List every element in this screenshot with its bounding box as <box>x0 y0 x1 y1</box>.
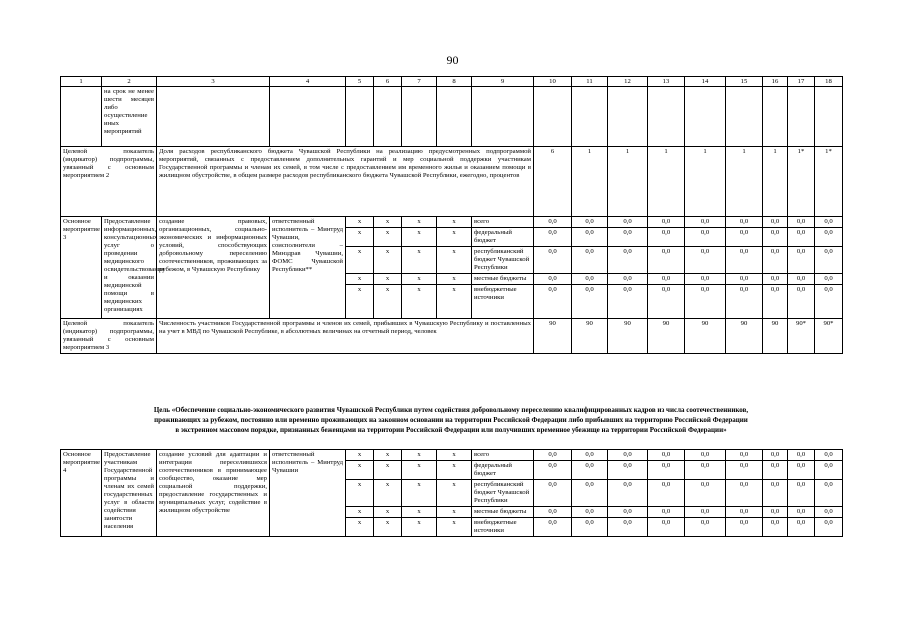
funding-value: 0,0 <box>572 461 608 480</box>
funding-value: 0,0 <box>815 480 843 507</box>
x-mark: x <box>402 461 437 480</box>
funding-row <box>61 450 843 461</box>
funding-source: федеральный бюджет <box>472 228 534 247</box>
funding-value: 0,0 <box>534 217 572 228</box>
x-mark: x <box>346 274 374 285</box>
funding-value: 0,0 <box>572 217 608 228</box>
funding-value: 0,0 <box>685 274 726 285</box>
program-goal-heading <box>70 405 832 435</box>
funding-value: 0,0 <box>534 461 572 480</box>
event-name: Предоставление информационных, консультационных услуг о проведении медицинского освидетельствования и оказании медицинской помощи в медицинских организациях <box>102 217 157 319</box>
indicator-value: 1 <box>763 147 788 217</box>
x-mark: x <box>437 285 472 319</box>
x-mark: x <box>437 507 472 518</box>
funding-value: 0,0 <box>608 507 648 518</box>
column-number: 15 <box>726 77 763 87</box>
funding-value: 0,0 <box>685 228 726 247</box>
indicator-value: 90* <box>788 319 815 354</box>
x-mark: x <box>437 480 472 507</box>
x-mark: x <box>402 247 437 274</box>
funding-value: 0,0 <box>815 450 843 461</box>
goal-line: проживающих за рубежом, постоянно или временно проживающих на законном основании на территории Российской Федерации либо прибывших на территорию Российской Федерации <box>154 416 748 424</box>
funding-value: 0,0 <box>763 274 788 285</box>
funding-value: 0,0 <box>685 217 726 228</box>
funding-value: 0,0 <box>572 285 608 319</box>
event-goal: создание правовых, организационных, социально-экономических и информационных условий, способствующих добровольному переселению соотечественников, проживающих за рубежом, в Чувашскую Республику <box>157 217 270 319</box>
funding-value: 0,0 <box>608 480 648 507</box>
funding-value: 0,0 <box>608 217 648 228</box>
column-number: 5 <box>346 77 374 87</box>
funding-value: 0,0 <box>763 285 788 319</box>
x-mark: x <box>402 217 437 228</box>
funding-value: 0,0 <box>572 480 608 507</box>
funding-value: 0,0 <box>608 285 648 319</box>
funding-value: 0,0 <box>648 217 685 228</box>
indicator-value: 90 <box>726 319 763 354</box>
funding-value: 0,0 <box>608 450 648 461</box>
event-executor: ответственный исполнитель – Минтруд Чувашии <box>270 450 346 537</box>
indicator-text: Численность участников Государственной программы и членов их семей, прибывших в Чувашскую Республику и поставленных на учет в МВД по Чувашской Республике, в абсолютных величинах на отчетный период, человек <box>157 319 534 354</box>
column-number: 11 <box>572 77 608 87</box>
funding-value: 0,0 <box>726 518 763 537</box>
funding-value: 0,0 <box>572 507 608 518</box>
funding-value: 0,0 <box>726 507 763 518</box>
funding-value: 0,0 <box>648 228 685 247</box>
indicator-value: 90 <box>763 319 788 354</box>
funding-value: 0,0 <box>648 461 685 480</box>
indicator-row <box>61 319 843 354</box>
column-number: 13 <box>648 77 685 87</box>
indicator-value: 90 <box>608 319 648 354</box>
x-mark: x <box>346 507 374 518</box>
x-mark: x <box>374 217 402 228</box>
funding-value: 0,0 <box>608 461 648 480</box>
indicator-value: 1 <box>685 147 726 217</box>
column-number-row <box>61 77 843 87</box>
funding-source: республиканский бюджет Чувашской Республики <box>472 247 534 274</box>
column-number: 14 <box>685 77 726 87</box>
goal-line: в экстренном массовом порядке, признанных беженцами на территории Российской Федерации или получивших временное убежище на территории Российской Федерации» <box>175 426 727 434</box>
funding-value: 0,0 <box>685 480 726 507</box>
column-number: 18 <box>815 77 843 87</box>
funding-value: 0,0 <box>534 450 572 461</box>
indicator-label: Целевой показатель (индикатор) подпрограммы, увязанный с основным мероприятием 3 <box>61 319 157 354</box>
funding-source: федеральный бюджет <box>472 461 534 480</box>
funding-value: 0,0 <box>685 247 726 274</box>
funding-value: 0,0 <box>572 518 608 537</box>
table-row <box>61 87 843 147</box>
funding-source: местные бюджеты <box>472 274 534 285</box>
funding-value: 0,0 <box>763 228 788 247</box>
goal-line: Цель «Обеспечение социально-экономического развития Чувашской Республики путем содействия добровольному переселению квалифицированных кадров из числа соотечественников, <box>153 406 749 414</box>
x-mark: x <box>437 518 472 537</box>
x-mark: x <box>402 274 437 285</box>
funding-value: 0,0 <box>788 217 815 228</box>
funding-value: 0,0 <box>608 247 648 274</box>
column-number: 10 <box>534 77 572 87</box>
x-mark: x <box>402 507 437 518</box>
indicator-value: 90 <box>534 319 572 354</box>
event-goal: создание условий для адаптации и интеграции переселившихся соотечественников в принимающее сообщество, оказание мер социальной поддержки, предоставление государственных и муниципальных услуг, содействие в жилищном обустройстве <box>157 450 270 537</box>
event-name: Предоставление участникам Государственной программы и членам их семей государственных услуг в области содействия занятости населения <box>102 450 157 537</box>
indicator-value: 1 <box>572 147 608 217</box>
indicator-text: Доля расходов республиканского бюджета Чувашской Республики на реализацию предусмотренных подпрограммой мероприятий, связанных с предоставлением дополнительных гарантий и мер социальной поддержки участникам Государственной программы и членам их семей, в том числе с предоставлением им временного жилья и оказанием помощи в жилищном обустройстве, в общем размере расходов республиканского бюджета Чувашской Республики, ежегодно, процентов <box>157 147 534 217</box>
indicator-value: 1 <box>726 147 763 217</box>
indicator-value: 1* <box>788 147 815 217</box>
funding-value: 0,0 <box>788 461 815 480</box>
x-mark: x <box>402 228 437 247</box>
funding-value: 0,0 <box>534 228 572 247</box>
funding-value: 0,0 <box>763 480 788 507</box>
funding-value: 0,0 <box>572 450 608 461</box>
funding-value: 0,0 <box>726 274 763 285</box>
funding-value: 0,0 <box>648 450 685 461</box>
funding-value: 0,0 <box>726 461 763 480</box>
funding-source: всего <box>472 450 534 461</box>
funding-value: 0,0 <box>648 285 685 319</box>
column-number: 2 <box>102 77 157 87</box>
funding-value: 0,0 <box>648 507 685 518</box>
indicator-label: Целевой показатель (индикатор) подпрограммы, увязанный с основным мероприятием 2 <box>61 147 157 217</box>
funding-value: 0,0 <box>648 247 685 274</box>
funding-row <box>61 217 843 228</box>
x-mark: x <box>374 518 402 537</box>
page-number: 90 <box>446 53 459 67</box>
funding-value: 0,0 <box>648 480 685 507</box>
event-label: Основное мероприятие 4 <box>61 450 102 537</box>
funding-value: 0,0 <box>763 450 788 461</box>
funding-source: внебюджетные источники <box>472 285 534 319</box>
x-mark: x <box>402 480 437 507</box>
funding-value: 0,0 <box>534 480 572 507</box>
funding-value: 0,0 <box>788 247 815 274</box>
x-mark: x <box>437 274 472 285</box>
funding-value: 0,0 <box>534 518 572 537</box>
x-mark: x <box>374 247 402 274</box>
program-table-bottom <box>60 449 843 537</box>
indicator-value: 90 <box>648 319 685 354</box>
funding-value: 0,0 <box>685 507 726 518</box>
x-mark: x <box>374 228 402 247</box>
indicator-value: 6 <box>534 147 572 217</box>
funding-value: 0,0 <box>726 217 763 228</box>
x-mark: x <box>346 217 374 228</box>
x-mark: x <box>346 228 374 247</box>
funding-source: республиканский бюджет Чувашской Республики <box>472 480 534 507</box>
funding-value: 0,0 <box>685 450 726 461</box>
x-mark: x <box>437 461 472 480</box>
x-mark: x <box>374 461 402 480</box>
funding-value: 0,0 <box>763 217 788 228</box>
funding-value: 0,0 <box>763 507 788 518</box>
column-number: 4 <box>270 77 346 87</box>
funding-source: местные бюджеты <box>472 507 534 518</box>
funding-value: 0,0 <box>815 285 843 319</box>
funding-value: 0,0 <box>788 228 815 247</box>
funding-value: 0,0 <box>815 228 843 247</box>
funding-value: 0,0 <box>726 480 763 507</box>
x-mark: x <box>437 228 472 247</box>
x-mark: x <box>402 450 437 461</box>
funding-value: 0,0 <box>572 228 608 247</box>
column-number: 9 <box>472 77 534 87</box>
funding-value: 0,0 <box>815 461 843 480</box>
funding-value: 0,0 <box>534 507 572 518</box>
funding-value: 0,0 <box>815 274 843 285</box>
column-number: 7 <box>402 77 437 87</box>
funding-value: 0,0 <box>726 285 763 319</box>
x-mark: x <box>346 247 374 274</box>
indicator-value: 90 <box>572 319 608 354</box>
x-mark: x <box>374 285 402 319</box>
funding-value: 0,0 <box>572 247 608 274</box>
continued-event-text: на срок не менее шести месяцев либо осуществление иных мероприятий <box>102 87 157 147</box>
indicator-value: 90 <box>685 319 726 354</box>
column-number: 6 <box>374 77 402 87</box>
x-mark: x <box>346 285 374 319</box>
funding-value: 0,0 <box>815 217 843 228</box>
x-mark: x <box>437 217 472 228</box>
x-mark: x <box>374 480 402 507</box>
funding-value: 0,0 <box>726 450 763 461</box>
column-number: 16 <box>763 77 788 87</box>
x-mark: x <box>374 274 402 285</box>
funding-value: 0,0 <box>763 461 788 480</box>
x-mark: x <box>346 480 374 507</box>
program-table-top <box>60 76 843 354</box>
funding-value: 0,0 <box>608 228 648 247</box>
indicator-value: 1* <box>815 147 843 217</box>
funding-value: 0,0 <box>534 247 572 274</box>
funding-value: 0,0 <box>726 247 763 274</box>
x-mark: x <box>402 518 437 537</box>
funding-value: 0,0 <box>534 285 572 319</box>
funding-value: 0,0 <box>763 247 788 274</box>
column-number: 8 <box>437 77 472 87</box>
indicator-value: 90* <box>815 319 843 354</box>
indicator-value: 1 <box>608 147 648 217</box>
x-mark: x <box>346 450 374 461</box>
funding-value: 0,0 <box>788 285 815 319</box>
x-mark: x <box>346 461 374 480</box>
funding-source: внебюджетные источники <box>472 518 534 537</box>
column-number: 12 <box>608 77 648 87</box>
x-mark: x <box>374 507 402 518</box>
funding-source: всего <box>472 217 534 228</box>
funding-value: 0,0 <box>534 274 572 285</box>
x-mark: x <box>437 450 472 461</box>
funding-value: 0,0 <box>572 274 608 285</box>
funding-value: 0,0 <box>685 461 726 480</box>
funding-value: 0,0 <box>788 518 815 537</box>
funding-value: 0,0 <box>648 274 685 285</box>
funding-value: 0,0 <box>788 274 815 285</box>
indicator-row <box>61 147 843 217</box>
funding-value: 0,0 <box>685 518 726 537</box>
x-mark: x <box>437 247 472 274</box>
column-number: 17 <box>788 77 815 87</box>
funding-value: 0,0 <box>608 518 648 537</box>
event-label: Основное мероприятие 3 <box>61 217 102 319</box>
funding-value: 0,0 <box>815 507 843 518</box>
column-number: 3 <box>157 77 270 87</box>
x-mark: x <box>346 518 374 537</box>
x-mark: x <box>402 285 437 319</box>
funding-value: 0,0 <box>788 450 815 461</box>
funding-value: 0,0 <box>763 518 788 537</box>
funding-value: 0,0 <box>608 274 648 285</box>
column-number: 1 <box>61 77 102 87</box>
funding-value: 0,0 <box>815 518 843 537</box>
funding-value: 0,0 <box>788 507 815 518</box>
funding-value: 0,0 <box>815 247 843 274</box>
indicator-value: 1 <box>648 147 685 217</box>
event-executor: ответственный исполнитель – Минтруд Чувашии, соисполнители – Минздрав Чувашии, ФОМС Чувашской Республики** <box>270 217 346 319</box>
funding-value: 0,0 <box>726 228 763 247</box>
funding-value: 0,0 <box>788 480 815 507</box>
funding-value: 0,0 <box>685 285 726 319</box>
funding-value: 0,0 <box>648 518 685 537</box>
x-mark: x <box>374 450 402 461</box>
